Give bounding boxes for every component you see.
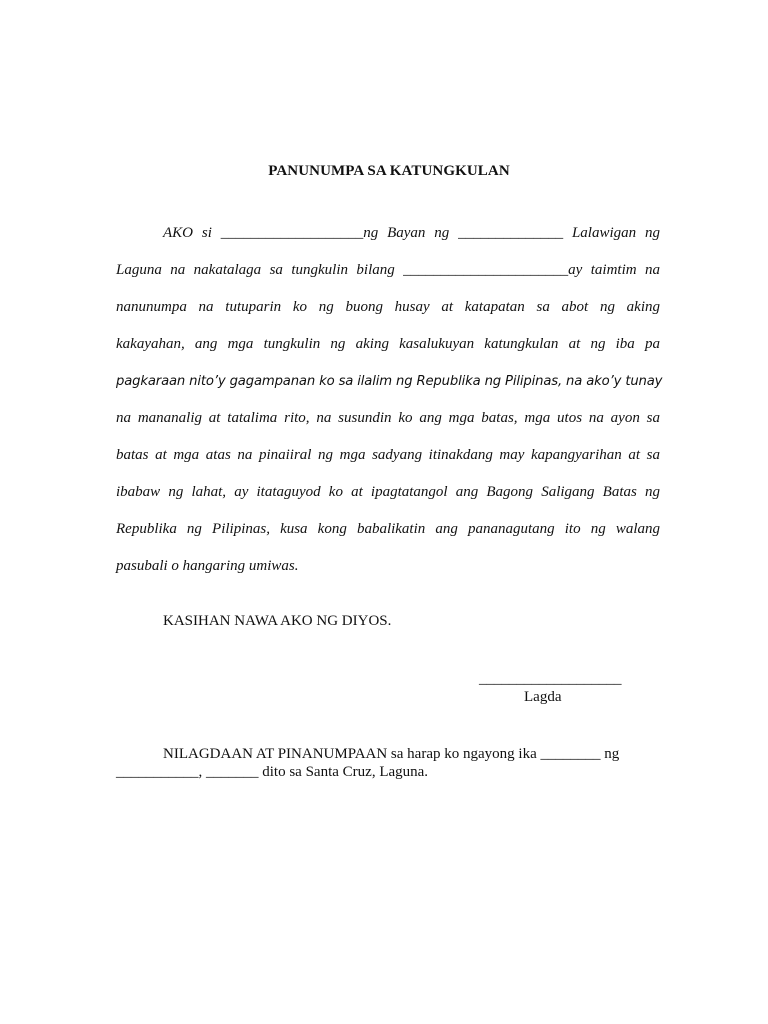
oath-line: AKO si ___________________ng Bayan ng ______________ Lalawigan ng [163,225,660,241]
oath-line: na mananalig at tatalima rito, na susundin ko ang mga batas, mga utos na ayon sa [116,410,660,426]
signature-line: ___________________ [479,671,622,687]
oath-line: kakayahan, ang mga tungkulin ng aking kasalukuyan katungkulan at ng iba pa [116,336,660,352]
oath-line: Republika ng Pilipinas, kusa kong babalikatin ang pananagutang ito ng walang [116,521,660,537]
document-title: PANUNUMPA SA KATUNGKULAN [268,163,510,179]
signature-label: Lagda [524,689,562,705]
oath-line: pasubali o hangaring umiwas. [116,558,299,574]
attestation-line: NILAGDAAN AT PINANUMPAAN sa harap ko ngayong ika ________ ng [163,746,620,762]
oath-line: pagkaraan nito’y gagampanan ko sa ilalim ng Republika ng Pilipinas, na ako’y tunay [116,374,663,389]
oath-line: ibabaw ng lahat, ay itataguyod ko at ipagtatangol ang Bagong Saligang Batas ng [116,484,660,500]
attestation-paragraph [116,745,656,781]
oath-line: nanunumpa na tutuparin ko ng buong husay at katapatan sa abot ng aking [116,299,660,315]
blessing-text: KASIHAN NAWA AKO NG DIYOS. [163,613,392,629]
oath-line: Laguna na nakatalaga sa tungkulin bilang ______________________ay taimtim na [116,262,660,278]
oath-paragraph [116,215,663,585]
oath-line: batas at mga atas na pinaiiral ng mga sadyang itinakdang may kapangyarihan at sa [116,447,660,463]
attestation-line: ___________, _______ dito sa Santa Cruz, Laguna. [116,764,429,780]
